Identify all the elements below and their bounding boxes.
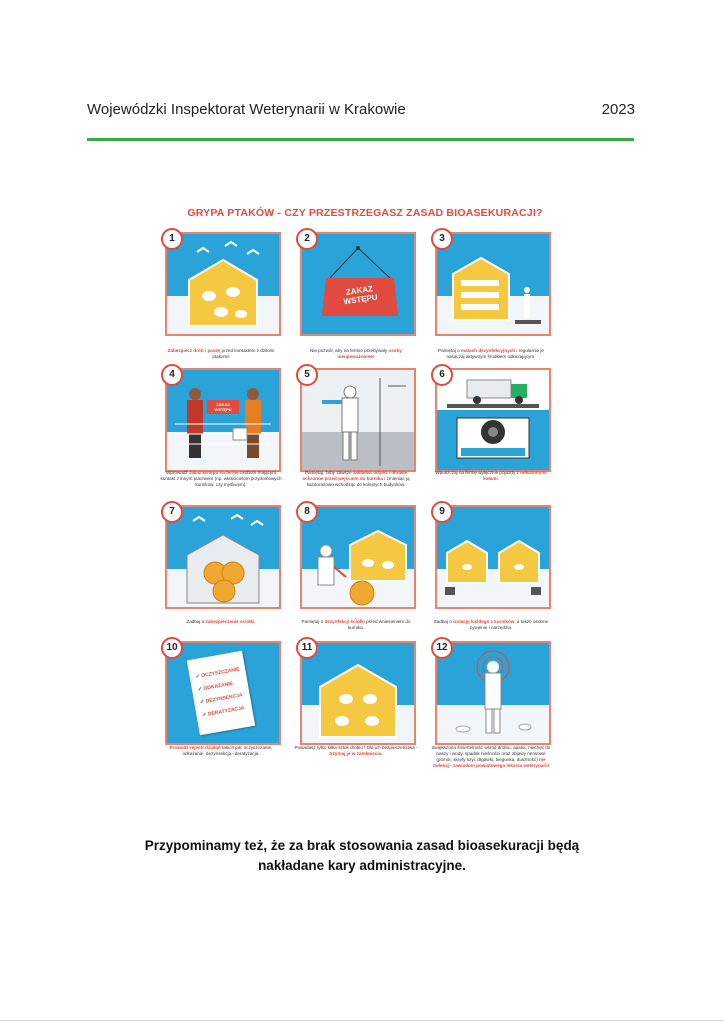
no-entry-sign: ZAKAZ WSTĘPU	[207, 400, 239, 414]
panel-4-caption: Wprowadź zakaz wstępu na fermę osobom mającym kontakt z innym ptactwem (np. właścicielom przydomowych kurników, czy myśliwym).	[160, 470, 282, 487]
checklist-item: DEZYNSEKCJA	[205, 692, 244, 705]
panel-1	[165, 232, 281, 336]
panel-number: 3	[431, 228, 453, 250]
penalty-reminder-line-2: nakładane kary administracyjne.	[258, 858, 466, 873]
page-header	[87, 101, 635, 131]
panel-3	[435, 232, 551, 336]
panel-1-caption: Zabezpiecz drób i paszę przed kontaktem z dzikimi ptakami!	[167, 348, 275, 359]
vet-phone-call-illustration	[437, 643, 549, 743]
checklist-item: ODKAŻANIE	[203, 680, 234, 692]
panel-number: 8	[296, 501, 318, 523]
straw-storage-illustration	[167, 507, 279, 607]
panel-number: 11	[296, 637, 318, 659]
activity-register-document: ✔ OCZYSZCZANIE ✔ ODKAŻANIE ✔ DEZYNSEKCJA ✔ DERATYZACJA	[187, 651, 255, 736]
checklist-item: DERATYZACJA	[207, 705, 245, 718]
panel-number: 4	[161, 364, 183, 386]
panel-number: 6	[431, 364, 453, 386]
panel-6-caption: Wpuszczaj na fermę wyłącznie pojazdy z odkażonymi kołami.	[435, 470, 547, 481]
panel-number: 5	[296, 364, 318, 386]
panel-number: 2	[296, 228, 318, 250]
panel-10	[165, 641, 281, 745]
panel-9-caption: Zadbaj o izolację każdego z kurników, a także osobne żywienie i narzędzia.	[433, 619, 549, 630]
panel-number: 12	[431, 637, 453, 659]
panel-2	[300, 232, 416, 336]
panel-5	[300, 368, 416, 472]
no-entry-sign: ZAKAZ WSTĘPU	[343, 284, 379, 307]
panel-5-caption: Pamiętaj, żeby zawsze zakładać odzież i obuwie ochronne przed wejściem do kurnika i zmieniać ją każdorazowo wchodząc do kolejnych budynków.	[302, 470, 410, 487]
checklist-item: OCZYSZCZANIE	[200, 666, 241, 680]
panel-2-caption: Nie pozwól, aby na fermie przebywały osoby nieupoważnione!	[310, 348, 402, 359]
scan-edge	[0, 1020, 724, 1021]
poster-title: GRYPA PTAKÓW - CZY PRZESTRZEGASZ ZASAD BIOASEKURACJI?	[187, 207, 543, 219]
panel-number: 1	[161, 228, 183, 250]
panel-10-caption: Prowadź rejestr działań takich jak: oczyszczanie, odkażanie, dezynsekcja i deratyzacja.	[169, 745, 273, 756]
panel-4	[165, 368, 281, 472]
panel-7-caption: Zadbaj o zabezpieczenie ściółki.	[186, 619, 256, 624]
panel-11	[300, 641, 416, 745]
sign-hanger-illustration	[302, 234, 414, 334]
barn-with-chickens-illustration	[167, 234, 279, 334]
protective-clothing-illustration	[302, 370, 414, 470]
panel-number: 9	[431, 501, 453, 523]
header-year: 2023	[601, 101, 635, 118]
panel-11-caption: Posiadasz tylko kilka sztuk drobiu? Dla ich bezpieczeństwa - trzymaj je w zamknięciu.	[294, 745, 418, 756]
header-divider	[87, 138, 634, 141]
penalty-reminder-line-1: Przypominamy też, że za brak stosowania zasad bioasekuracji będą	[144, 838, 580, 853]
panel-12-caption: Zwiększona śmiertelność wśród drobiu, apatia, niechęć do paszy i wody, spadek nieśności oraz objawy nerwowe (pomór, skręty szyi, drgawki, biegunka, duszność) nie zwlekaj - zawiadom powiatowego lekarza weterynarii!	[431, 745, 551, 768]
panel-9	[435, 505, 551, 609]
panel-6	[435, 368, 551, 472]
penalty-reminder	[110, 836, 614, 876]
panel-3-caption: Pamiętaj o matach dezynfekcyjnych i regularnie je nasączaj aktywnym środkiem odkażającym.	[438, 348, 544, 359]
panel-12	[435, 641, 551, 745]
truck-on-disinfection-barrier-illustration	[437, 370, 549, 470]
enclosed-poultry-illustration	[302, 643, 414, 743]
panel-7	[165, 505, 281, 609]
separate-barns-illustration	[437, 507, 549, 607]
organization-name: Wojewódzki Inspektorat Weterynarii w Krakowie	[87, 101, 406, 118]
panel-number: 10	[161, 637, 183, 659]
farmer-and-hunter-illustration	[167, 370, 279, 470]
barn-with-disinfection-mat-illustration	[437, 234, 549, 334]
panel-number: 7	[161, 501, 183, 523]
straw-disinfection-illustration	[302, 507, 414, 607]
panel-8	[300, 505, 416, 609]
panel-8-caption: Pamiętaj o dezynfekcji ściółki przed wniesieniem do kurnika.	[301, 619, 411, 630]
